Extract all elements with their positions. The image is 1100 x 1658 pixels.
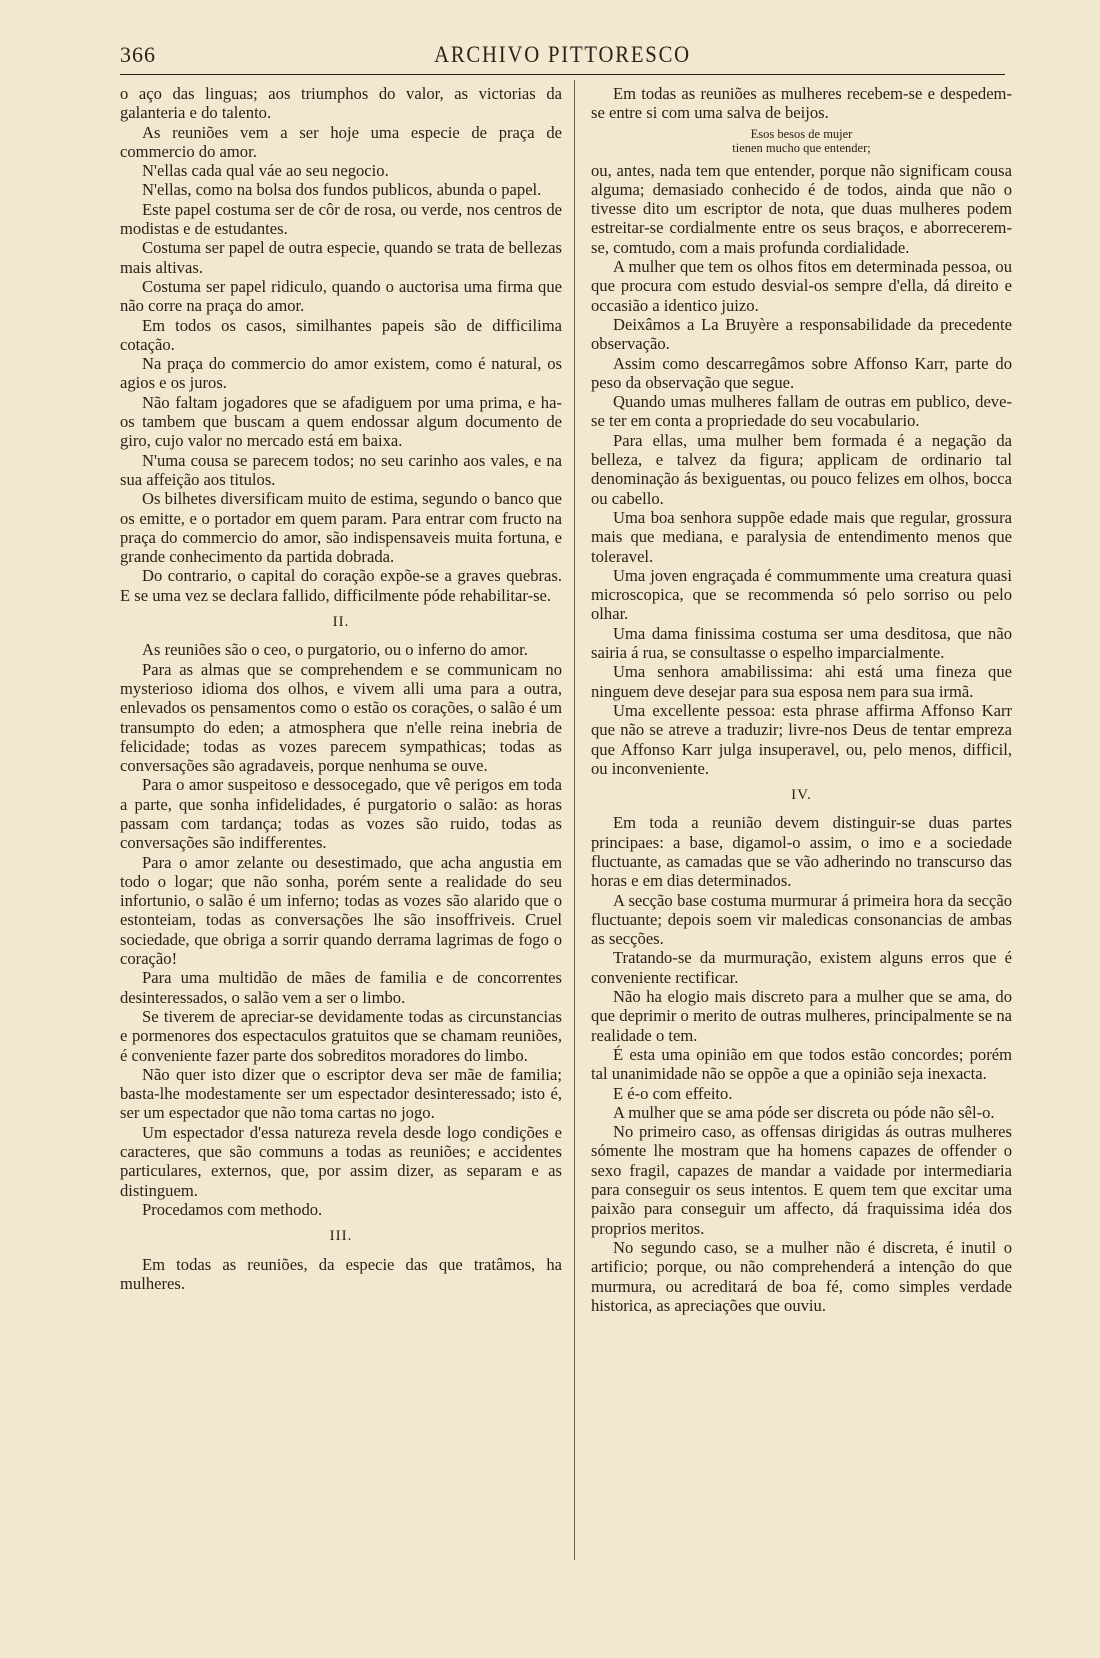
verse-line-1: Esos besos de mujer xyxy=(750,126,853,141)
right-paragraphs-a xyxy=(591,84,1012,123)
column-divider xyxy=(574,80,575,1560)
paragraph: Um espectador d'essa natureza revela desde logo condições e caracteres, que são communs a todas as reuniões; e accidentes particulares, externos, que, por assim dizer, as separam e as distinguem. xyxy=(120,1122,562,1200)
paragraph: Em todos os casos, similhantes papeis são de difficilima cotação. xyxy=(120,315,562,354)
paragraph: Para uma multidão de mães de familia e de concorrentes desinteressados, o salão vem a ser o limbo. xyxy=(120,968,562,1007)
paragraph: Uma excellente pessoa: esta phrase affirma Affonso Karr que não se atreve a traduzir; livre-nos Deus de tentar empreza que Affonso Karr julga insuperavel, ou, pelo menos, difficil, ou inconveniente. xyxy=(591,700,1012,778)
paragraph: As reuniões são o ceo, o purgatorio, ou o inferno do amor. xyxy=(142,640,528,660)
paragraph: Para o amor suspeitoso e dessocegado, que vê perigos em toda a parte, que sonha infidelidades, é purgatorio o salão: as horas passam com tardança; todas as vozes são ruido, todas as conversações são indifferentes. xyxy=(120,775,562,853)
paragraph: Não quer isto dizer que o escriptor deva ser mãe de familia; basta-lhe modestamente ser um espectador desinteressado; isto é, ser um espectador que não toma cartas no jogo. xyxy=(120,1064,562,1123)
paragraph: Tratando-se da murmuração, existem alguns erros que é conveniente rectificar. xyxy=(591,948,1012,987)
paragraph: Costuma ser papel de outra especie, quando se trata de bellezas mais altivas. xyxy=(120,238,562,277)
paragraph: Procedamos com methodo. xyxy=(142,1199,323,1219)
paragraph: Uma joven engraçada é commummente uma creatura quasi microscopica, que se recommenda só pelo sorriso ou pelo olhar. xyxy=(591,565,1012,624)
paragraph: Na praça do commercio do amor existem, como é natural, os agios e os juros. xyxy=(120,354,562,393)
paragraph: Não faltam jogadores que se afadiguem por uma prima, e ha-os tambem que buscam a quem endossar algum documento de giro, cujo valor no mercado está em baixa. xyxy=(120,392,562,451)
paragraph: Não ha elogio mais discreto para a mulher que se ama, do que deprimir o merito de outras mulheres, principalmente se na realidade o tem. xyxy=(591,987,1012,1045)
paragraph: ou, antes, nada tem que entender, porque não significam cousa alguma; demasiado conhecido é de todos, ainda que não o tivesse dito um escriptor de nota, que duas mulheres podem estreitar-se cordialmente entre os seus braços, e aborrecerem-se, comtudo, com a mais profunda cordialidade. xyxy=(591,160,1012,257)
paragraph: Para o amor zelante ou desestimado, que acha angustia em todo o logar; que não sonha, porém sente a realidade do seu infortunio, o salão é um inferno; todas as vozes são alarido que o estonteiam, todas as conversações lhe são insoffriveis. Cruel sociedade, que obriga a sorrir quando derrama lagrimas de fogo o coração! xyxy=(120,852,562,969)
paragraph: A mulher que se ama póde ser discreta ou póde não sêl-o. xyxy=(613,1102,995,1122)
paragraph: Costuma ser papel ridiculo, quando o auctorisa uma firma que não corre na praça do amor. xyxy=(120,276,562,316)
section-iii-paragraphs xyxy=(120,1255,562,1294)
paragraph: E é-o com effeito. xyxy=(613,1083,733,1103)
running-head: ARCHIVO PITTORESCO xyxy=(434,42,691,67)
paragraph: No primeiro caso, as offensas dirigidas ás outras mulheres sómente lhe mostram que ha homens capazes de offender o sexo fragil, capazes de mandar a vaidade por intermediaria para conseguir os seus intentos. E quem tem que excitar uma paixão para conseguir um affecto, dá fraquissima idéa dos proprios meritos. xyxy=(591,1122,1012,1238)
paragraph: É esta uma opinião em que todos estão concordes; porém tal unanimidade não se oppõe a que a opinião seja inexacta. xyxy=(591,1044,1012,1084)
paragraph: Para as almas que se comprehendem e se communicam no mysterioso idioma dos olhos, e vivem alli uma para a outra, enlevados os pensamentos como o estão os corações, o salão é um transumpto do eden; a atmosphera que n'elle reina inebria de felicidade; todas as vozes parecem sympathicas; todas as conversações são agradaveis, porque nenhuma se ouve. xyxy=(120,659,562,776)
page-header xyxy=(120,40,1005,74)
verse-quote xyxy=(591,127,1012,155)
paragraph: N'ellas, como na bolsa dos fundos publicos, abunda o papel. xyxy=(142,180,542,200)
paragraph: Este papel costuma ser de côr de rosa, ou verde, nos centros de modistas e de estudantes. xyxy=(120,199,562,239)
section-heading-iii: III. xyxy=(329,1228,353,1245)
header-rule xyxy=(120,74,1005,75)
paragraph: Em todas as reuniões, da especie das que tratâmos, ha mulheres. xyxy=(120,1254,562,1293)
paragraph: Em todas as reuniões as mulheres recebem-se e despedem-se entre si com uma salva de beijos. xyxy=(591,84,1012,123)
verse-line-2: tienen mucho que entender; xyxy=(732,140,871,155)
paragraph: N'ellas cada qual váe ao seu negocio. xyxy=(142,161,389,181)
left-column xyxy=(120,84,562,1293)
left-paragraphs xyxy=(120,84,562,605)
paragraph: No segundo caso, se a mulher não é discreta, é inutil o artificio; porque, ou não comprehenderá a intenção do que murmura, ou acreditará de boa fé, como simples verdade historica, as apreciações que ouviu. xyxy=(591,1237,1012,1315)
paragraph: A mulher que tem os olhos fitos em determinada pessoa, ou que procura com estudo desvial-os sempre d'ella, dá direito e occasião a identico juizo. xyxy=(591,257,1012,315)
section-iv-paragraphs xyxy=(591,813,1012,1315)
paragraph: Os bilhetes diversificam muito de estima, segundo o banco que os emitte, e o portador em quem param. Para entrar com fructo na praça do commercio do amor, são indispensaveis muita fortuna, e grande conhecimento da partida dobrada. xyxy=(120,489,562,567)
section-heading-iv: IV. xyxy=(791,787,812,804)
paragraph: o aço das linguas; aos triumphos do valor, as victorias da galanteria e do talento. xyxy=(120,84,562,123)
paragraph: Assim como descarregâmos sobre Affonso Karr, parte do peso da observação que segue. xyxy=(591,353,1012,392)
paragraph: A secção base costuma murmurar á primeira hora da secção fluctuante; depois soem vir maledicas consonancias de ambas as secções. xyxy=(591,890,1012,949)
paragraph: Do contrario, o capital do coração expõe-se a graves quebras. E se uma vez se declara fallido, difficilmente póde rehabilitar-se. xyxy=(120,566,562,605)
paragraph: Em toda a reunião devem distinguir-se duas partes principaes: a base, digamol-o assim, o imo e a sociedade fluctuante, as camadas que se vão adherindo no transcurso das horas e em dias determinados. xyxy=(591,813,1012,891)
paragraph: Uma senhora amabilissima: ahi está uma fineza que ninguem deve desejar para sua esposa nem para sua irmã. xyxy=(591,662,1012,701)
paragraph: Para ellas, uma mulher bem formada é a negação da belleza, e talvez da figura; applicam de ordinario tal denominação ás bexiguentas, ou pouco felizes em olhos, bocca ou cabello. xyxy=(591,430,1012,508)
paragraph: Deixâmos a La Bruyère a responsabilidade da precedente observação. xyxy=(591,314,1012,354)
paragraph: As reuniões vem a ser hoje uma especie de praça de commercio do amor. xyxy=(120,122,562,161)
paragraph: Se tiverem de apreciar-se devidamente todas as circunstancias e pormenores dos espectaculos gratuitos que se chamam reuniões, é conveniente fazer parte dos sobreditos moradores do limbo. xyxy=(120,1006,562,1065)
paragraph: N'uma cousa se parecem todos; no seu carinho aos vales, e na sua affeição aos titulos. xyxy=(120,450,562,489)
right-column xyxy=(591,84,1012,1315)
section-heading-ii: II. xyxy=(332,614,350,631)
paragraph: Quando umas mulheres fallam de outras em publico, deve-se ter em conta a propriedade do seu vocabulario. xyxy=(591,392,1012,431)
paragraph: Uma dama finissima costuma ser uma desditosa, que não sairia á rua, se consultasse o espelho imparcialmente. xyxy=(591,623,1012,663)
paragraph: Uma boa senhora suppõe edade mais que regular, grossura mais que mediana, e paralysia de entendimento menos que toleravel. xyxy=(591,507,1012,566)
page-number: 366 xyxy=(120,42,156,67)
right-paragraphs-b xyxy=(591,161,1012,779)
section-ii-paragraphs xyxy=(120,640,562,1219)
